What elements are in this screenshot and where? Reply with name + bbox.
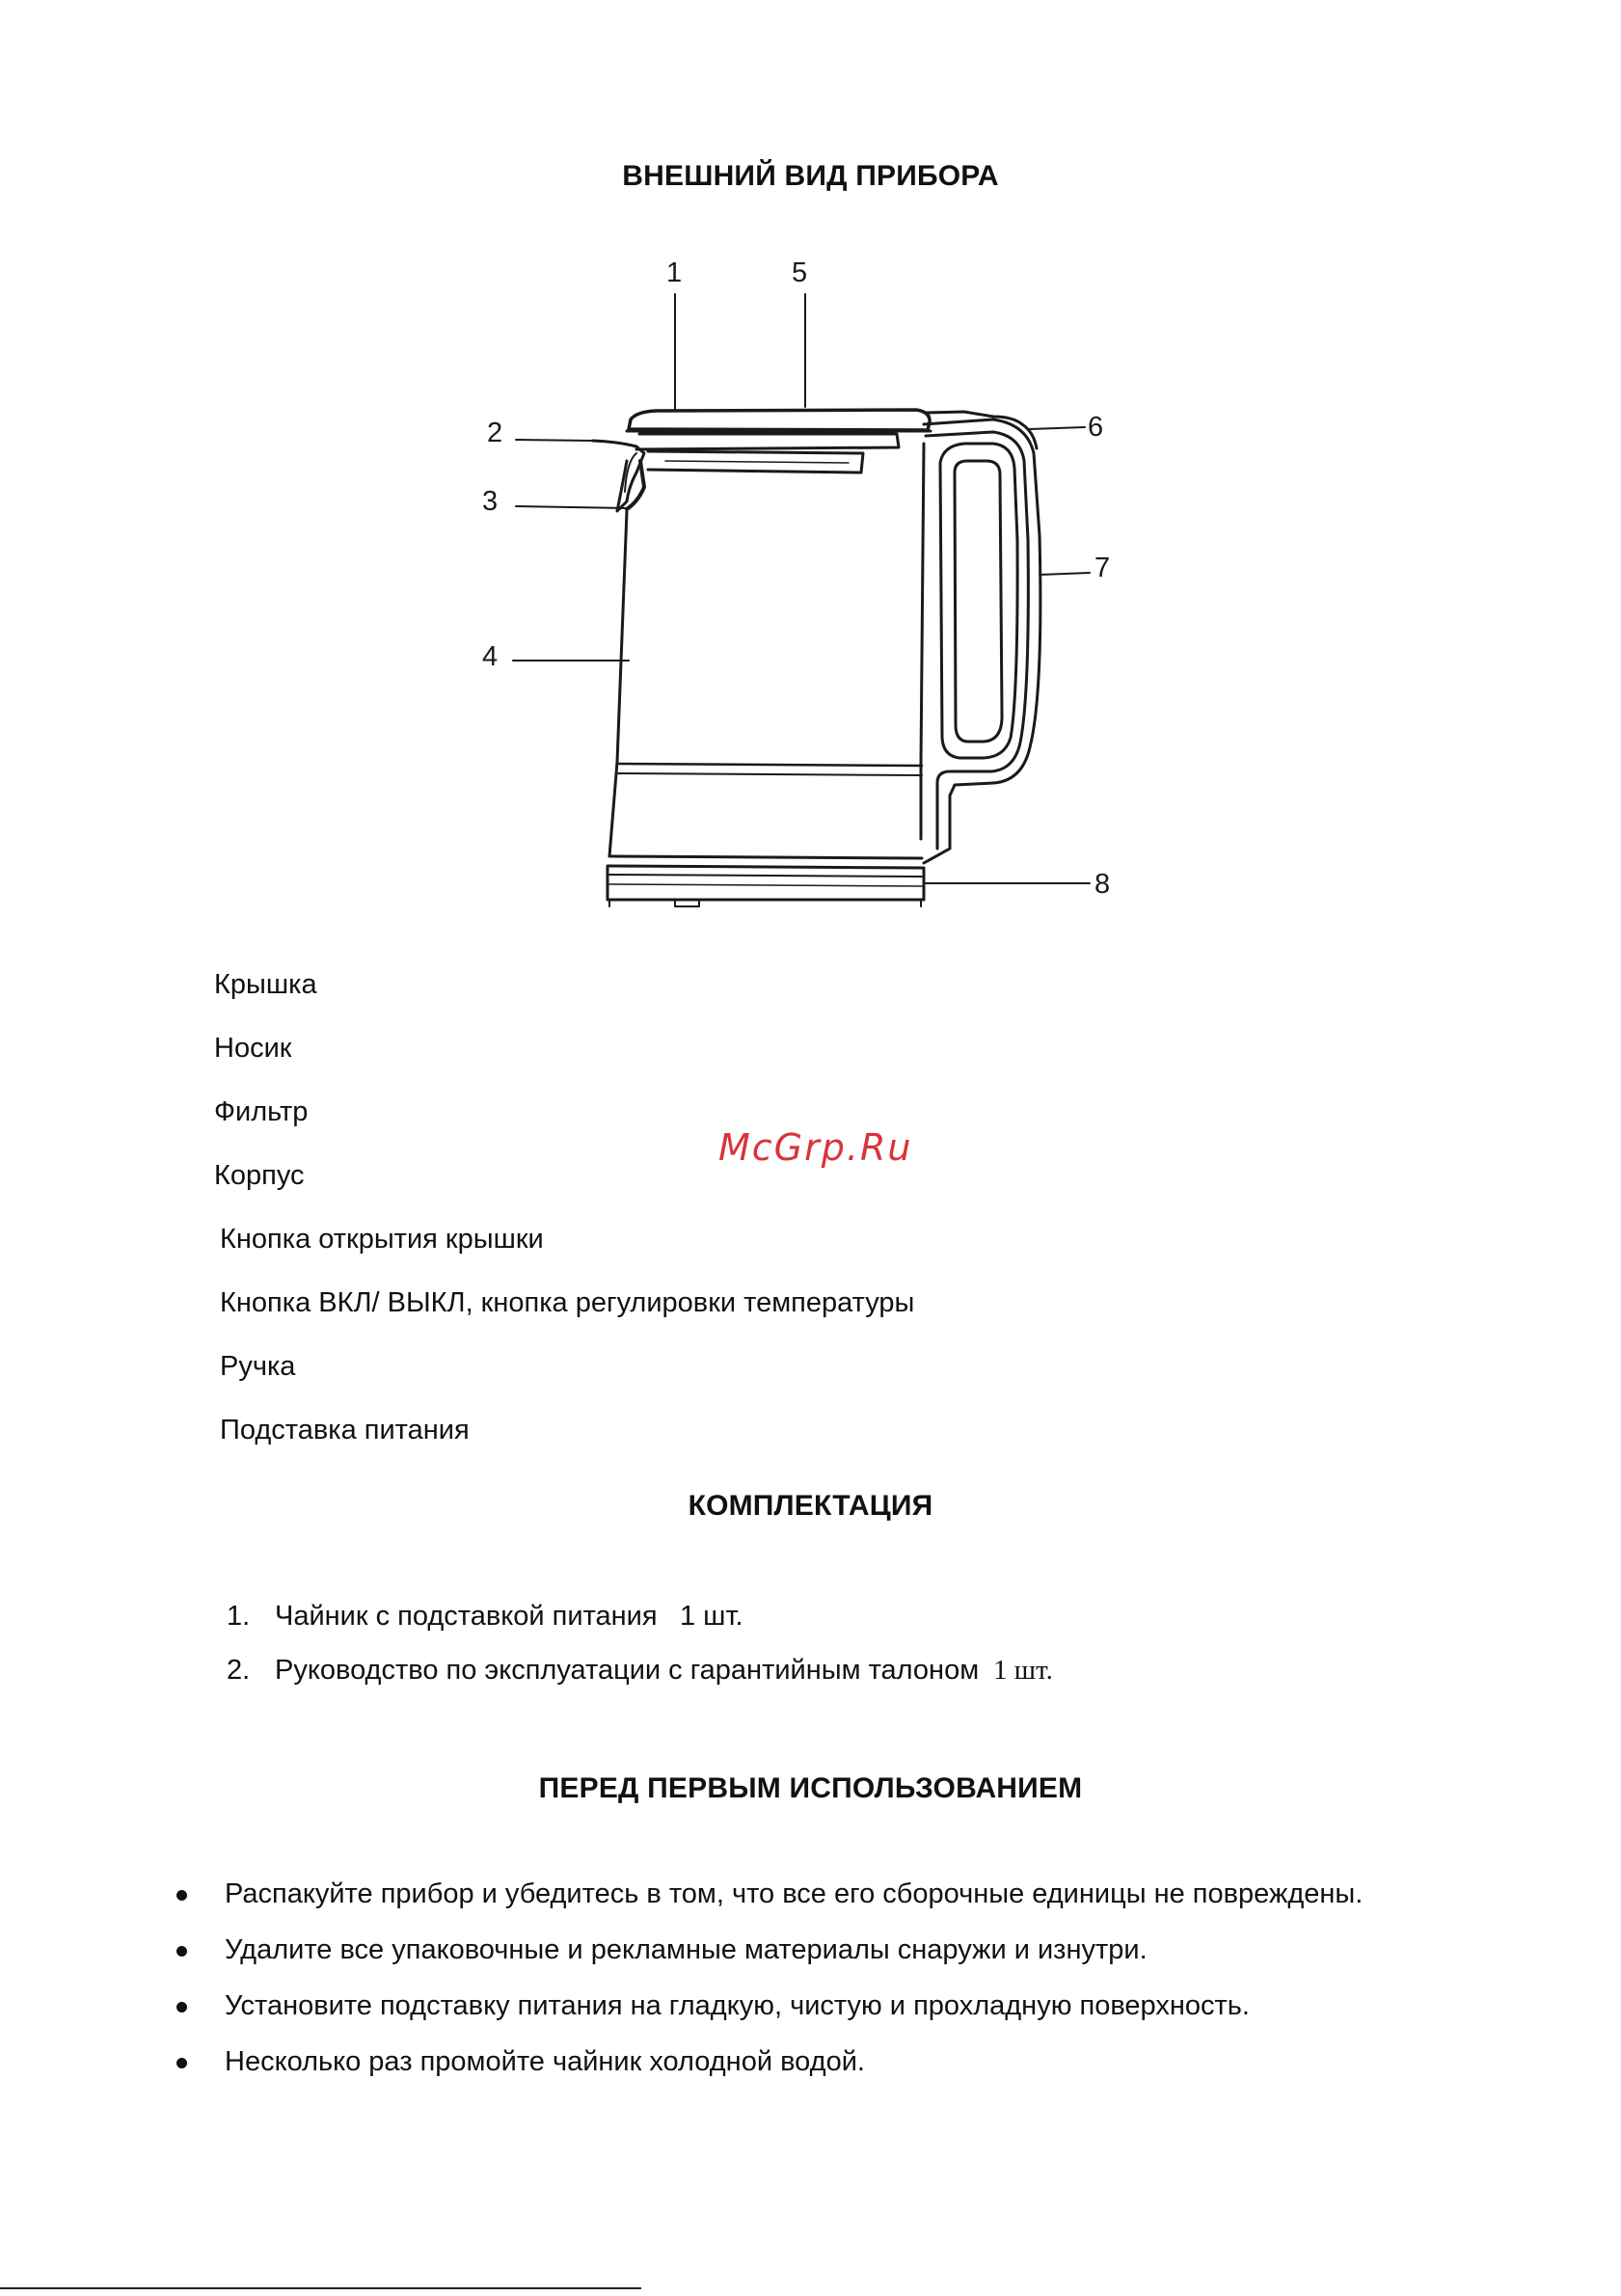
callout-8: 8 bbox=[1094, 869, 1111, 900]
kettle-diagram bbox=[463, 246, 1157, 931]
part-label: Фильтр bbox=[214, 1096, 309, 1127]
part-label: Кнопка открытия крышки bbox=[220, 1224, 544, 1255]
body-outline bbox=[609, 511, 627, 856]
part-label: Кнопка ВКЛ/ ВЫКЛ, кнопка регулировки температуры bbox=[220, 1287, 915, 1318]
footer-rule bbox=[0, 2287, 641, 2289]
kit-item-number: 1. bbox=[227, 1601, 251, 1632]
part-label: Ручка bbox=[220, 1351, 296, 1382]
callout-5: 5 bbox=[792, 257, 808, 288]
bullet-item bbox=[176, 1934, 1430, 1969]
filter-frame bbox=[636, 434, 899, 449]
part-label: Крышка bbox=[214, 969, 317, 1000]
page-title: ВНЕШНИЙ ВИД ПРИБОРА bbox=[622, 160, 999, 192]
bullet-dot bbox=[176, 1946, 187, 1957]
kit-item bbox=[227, 1601, 1094, 1635]
lid-outline bbox=[629, 410, 930, 430]
kit-heading: КОМПЛЕКТАЦИЯ bbox=[688, 1490, 933, 1522]
callout-2: 2 bbox=[487, 418, 503, 448]
callout-4: 4 bbox=[482, 641, 499, 672]
callout-3: 3 bbox=[482, 486, 499, 517]
bullet-item bbox=[176, 1990, 1430, 2025]
callout-1: 1 bbox=[666, 257, 683, 288]
before-use-heading: ПЕРЕД ПЕРВЫМ ИСПОЛЬЗОВАНИЕМ bbox=[538, 1772, 1083, 1804]
bullet-text: Распакуйте прибор и убедитесь в том, что все его сборочные единицы не повреждены. bbox=[225, 1878, 1364, 1909]
bullet-item bbox=[176, 2046, 1430, 2081]
kit-item-text: Руководство по эксплуатации с гарантийным талоном bbox=[275, 1655, 980, 1686]
kit-item bbox=[227, 1655, 1094, 1689]
bullet-text: Несколько раз промойте чайник холодной водой. bbox=[225, 2046, 865, 2077]
part-label: Корпус bbox=[214, 1160, 305, 1191]
bullet-dot bbox=[176, 2002, 187, 2012]
bullet-item bbox=[176, 1878, 1430, 1913]
bullet-text: Удалите все упаковочные и рекламные материалы снаружи и изнутри. bbox=[225, 1934, 1148, 1965]
callout-6: 6 bbox=[1088, 412, 1104, 443]
bullet-dot bbox=[176, 1890, 187, 1901]
base-outline bbox=[608, 866, 924, 900]
watermark: McGrp.Ru bbox=[718, 1126, 913, 1169]
kit-item-qty: 1 шт. bbox=[680, 1601, 743, 1632]
part-label: Подставка питания bbox=[220, 1415, 470, 1445]
callout-7: 7 bbox=[1094, 553, 1111, 583]
kit-item-qty: 1 шт. bbox=[993, 1655, 1053, 1686]
part-label: Носик bbox=[214, 1033, 292, 1064]
kit-item-number: 2. bbox=[227, 1655, 251, 1686]
kit-item-text: Чайник с подставкой питания bbox=[275, 1601, 658, 1632]
bullet-dot bbox=[176, 2058, 187, 2068]
bullet-text: Установите подставку питания на гладкую, чистую и прохладную поверхность. bbox=[225, 1990, 1250, 2021]
